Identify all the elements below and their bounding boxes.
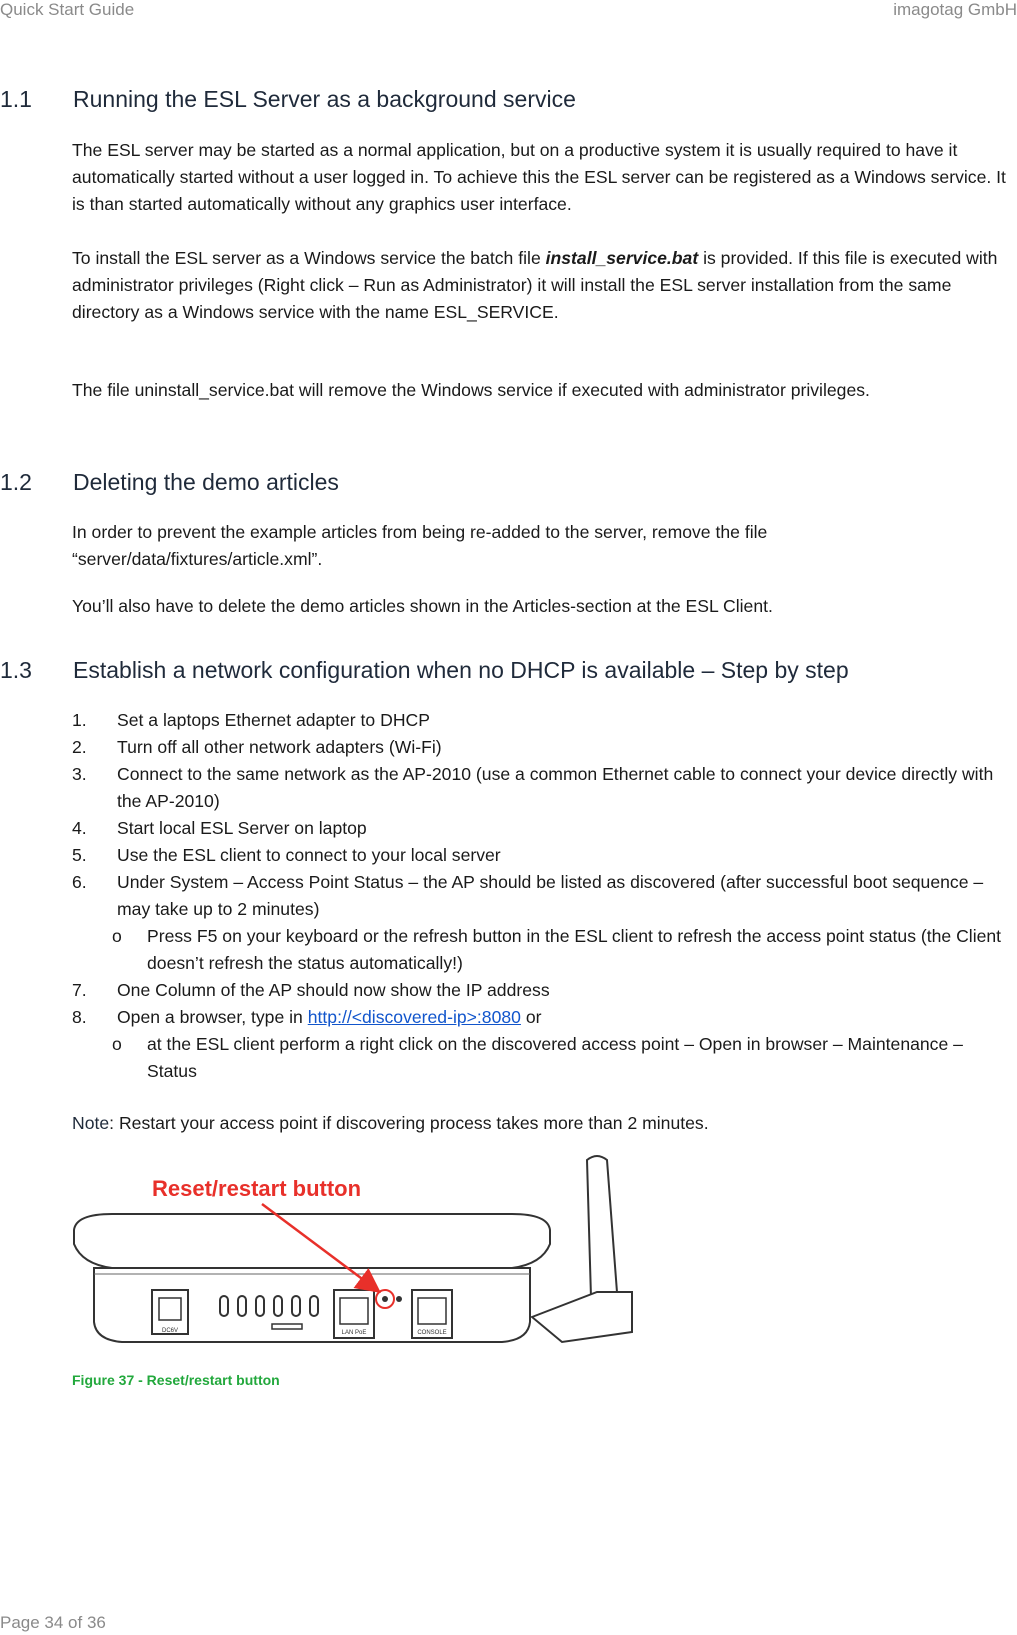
ip-link[interactable]: http://<discovered-ip>:8080	[307, 1007, 521, 1027]
sub-list-item: o Press F5 on your keyboard or the refresh button in the ESL client to refresh the access point status (the Client doesn’t refresh the status automatically!)	[112, 926, 1002, 973]
list-item: 7. One Column of the AP should now show the IP address	[72, 980, 550, 1000]
list-item: 8. Open a browser, type in http://<discovered-ip>:8080 or	[72, 1007, 542, 1027]
list-item: 2. Turn off all other network adapters (Wi-Fi)	[72, 737, 442, 757]
list-item: 1. Set a laptops Ethernet adapter to DHCP	[72, 710, 430, 730]
port-lan	[334, 1290, 374, 1338]
heading-title: Deleting the demo articles	[73, 469, 339, 495]
list-item: 5. Use the ESL client to connect to your local server	[72, 845, 501, 865]
label-slot	[272, 1324, 302, 1329]
paragraph: You’ll also have to delete the demo articles shown in the Articles-section at the ESL Client.	[72, 596, 773, 616]
list-item: 4. Start local ESL Server on laptop	[72, 818, 367, 838]
heading-title: Establish a network configuration when no DHCP is available – Step by step	[73, 657, 849, 683]
sub-list-item: o at the ESL client perform a right click on the discovered access point – Open in browser – Maintenance – Status	[112, 1034, 963, 1081]
paragraph: The ESL server may be started as a normal application, but on a productive system it is usually required to have it automatically started without a user logged in. To achieve this the ESL server can be registered as a Windows service. It is than started automatically without any graphics user interface.	[72, 140, 1006, 214]
header-left: Quick Start Guide	[0, 0, 135, 19]
paragraph: The file uninstall_service.bat will remove the Windows service if executed with administrator privileges.	[72, 380, 870, 400]
heading-title: Running the ESL Server as a background service	[73, 86, 576, 112]
paragraph: In order to prevent the example articles from being re-added to the server, remove the file “server/data/fixtures/article.xml”.	[72, 522, 768, 569]
port-label: LAN PoE	[341, 1330, 367, 1336]
access-point-figure	[72, 1152, 647, 1352]
port-console	[412, 1290, 452, 1338]
note-label: Note	[72, 1113, 110, 1133]
port-label: DC6V	[161, 1328, 179, 1334]
port-label: CONSOLE	[417, 1330, 447, 1336]
header-right: imagotag GmbH	[893, 0, 1017, 19]
device-body	[74, 1214, 550, 1342]
port-dc	[152, 1290, 188, 1334]
list-item: 3. Connect to the same network as the AP-2010 (use a common Ethernet cable to connect your device directly with the AP-2010)	[72, 764, 994, 811]
note: Note: Restart your access point if discovering process takes more than 2 minutes.	[72, 1113, 709, 1133]
paragraph: To install the ESL server as a Windows service the batch file install_service.bat is provided. If this file is executed with administrator privileges (Right click – Run as Administrator) it will install the ESL server installation from the same directory as a Windows service with the name ESL_SERVICE.	[72, 248, 998, 322]
figure-caption: Figure 37 - Reset/restart button	[72, 1372, 280, 1388]
heading-1-2	[0, 469, 339, 496]
heading-1-3	[0, 657, 849, 684]
page-number: Page 34 of 36	[0, 1613, 106, 1632]
heading-number: 1.2	[0, 469, 32, 495]
heading-number: 1.3	[0, 657, 32, 683]
file-name: install_service.bat	[545, 248, 699, 268]
list-item: 6. Under System – Access Point Status – the AP should be listed as discovered (after successful boot sequence – may take up to 2 minutes)	[72, 872, 984, 919]
heading-1-1	[0, 86, 576, 113]
callout-label: Reset/restart button	[152, 1176, 362, 1201]
heading-number: 1.1	[0, 86, 32, 112]
